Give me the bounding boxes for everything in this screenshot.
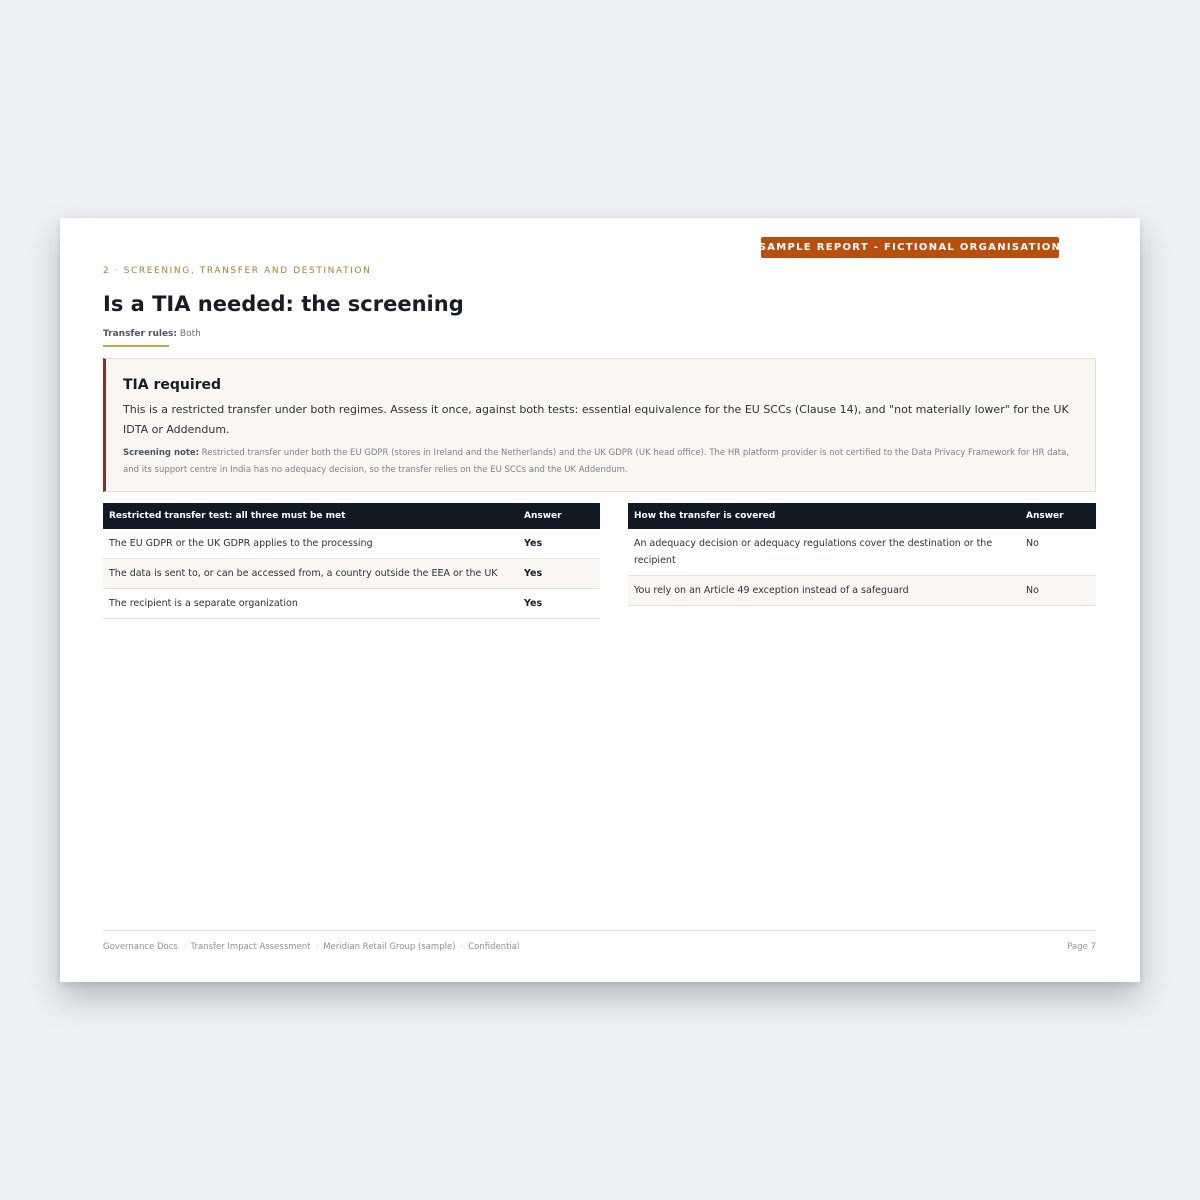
section-label: 2 · SCREENING, TRANSFER AND DESTINATION bbox=[103, 266, 372, 276]
answer-cell: Yes bbox=[518, 559, 600, 589]
screening-note-text: Restricted transfer under both the EU GDPR (stores in Ireland and the Netherlands) and the UK GDPR (UK head office). The HR platform provider is not certified to the Data Privacy Framework for HR data, and its support centre in India has no adequacy decision, so the transfer relies on the EU SCCs and the UK Addendum. bbox=[123, 448, 1070, 475]
screening-note-key: Screening note: bbox=[123, 448, 200, 458]
table-row bbox=[103, 559, 600, 589]
transfer-coverage-table bbox=[628, 503, 1096, 606]
footer-breadcrumb bbox=[103, 942, 519, 952]
report-page bbox=[60, 218, 1140, 982]
footer-divider bbox=[103, 930, 1096, 931]
answer-cell: No bbox=[1020, 576, 1096, 606]
transfer-rules-value: Both bbox=[179, 329, 201, 339]
tia-required-callout bbox=[103, 358, 1096, 492]
footer-item: Governance Docs bbox=[103, 942, 178, 952]
page-title: Is a TIA needed: the screening bbox=[103, 292, 464, 316]
answer-cell: Yes bbox=[518, 589, 600, 619]
table-row bbox=[103, 589, 600, 619]
sample-report-badge: SAMPLE REPORT - FICTIONAL ORGANISATION bbox=[761, 237, 1059, 258]
table-row bbox=[628, 576, 1096, 606]
column-header-test: Restricted transfer test: all three must be met bbox=[103, 503, 518, 529]
column-header-coverage: How the transfer is covered bbox=[628, 503, 1020, 529]
transfer-rules-meta bbox=[103, 329, 201, 339]
transfer-rules-key: Transfer rules: bbox=[103, 329, 178, 339]
footer-item: Confidential bbox=[468, 942, 520, 952]
column-header-answer: Answer bbox=[1020, 503, 1096, 529]
coverage-cell: You rely on an Article 49 exception instead of a safeguard bbox=[628, 576, 1020, 606]
column-header-answer: Answer bbox=[518, 503, 600, 529]
table-header-row bbox=[103, 503, 600, 529]
table-row bbox=[103, 529, 600, 559]
footer-item: Meridian Retail Group (sample) bbox=[323, 942, 456, 952]
test-cell: The recipient is a separate organization bbox=[103, 589, 518, 619]
page-number: Page 7 bbox=[1067, 942, 1096, 952]
footer-separator: · bbox=[182, 942, 186, 952]
footer-item: Transfer Impact Assessment bbox=[190, 942, 311, 952]
footer-separator: · bbox=[460, 942, 464, 952]
screening-note bbox=[123, 445, 1085, 479]
answer-cell: Yes bbox=[518, 529, 600, 559]
callout-heading: TIA required bbox=[123, 377, 222, 393]
meta-underline bbox=[103, 345, 169, 347]
callout-body: This is a restricted transfer under both regimes. Assess it once, against both tests: essential equivalence for the EU SCCs (Clause 14), and "not materially lower" for the UK IDTA or Addendum. bbox=[123, 403, 1069, 436]
coverage-cell: An adequacy decision or adequacy regulations cover the destination or the recipient bbox=[628, 529, 1020, 576]
page-footer bbox=[103, 942, 1096, 952]
test-cell: The EU GDPR or the UK GDPR applies to the processing bbox=[103, 529, 518, 559]
table-header-row bbox=[628, 503, 1096, 529]
test-cell: The data is sent to, or can be accessed from, a country outside the EEA or the UK bbox=[103, 559, 518, 589]
answer-cell: No bbox=[1020, 529, 1096, 576]
table-row bbox=[628, 529, 1096, 576]
restricted-transfer-table bbox=[103, 503, 600, 619]
footer-separator: · bbox=[315, 942, 319, 952]
